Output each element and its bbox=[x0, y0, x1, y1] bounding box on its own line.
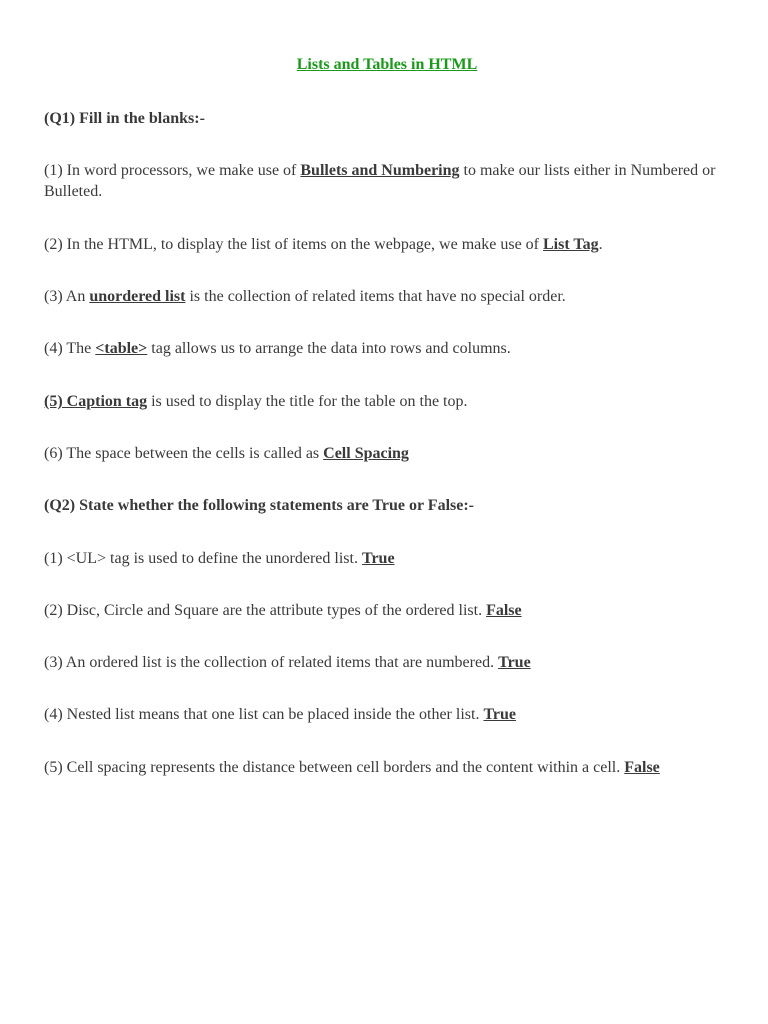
q2-item-1-text: (1) <UL> tag is used to define the unordered list. bbox=[44, 550, 362, 567]
q2-item-3 bbox=[44, 652, 734, 673]
q1-item-2-text: (2) In the HTML, to display the list of items on the webpage, we make use of bbox=[44, 236, 543, 253]
q2-item-2-text: (2) Disc, Circle and Square are the attribute types of the ordered list. bbox=[44, 602, 487, 619]
q2-item-5-text: (5) Cell spacing represents the distance between cell borders and the content within a cell. bbox=[44, 759, 625, 776]
q1-item-3-text-end: is the collection of related items that have no special order. bbox=[185, 288, 566, 305]
q1-item-6 bbox=[44, 443, 734, 464]
page-title: Lists and Tables in HTML bbox=[296, 56, 478, 73]
q1-item-3-text: (3) An bbox=[44, 288, 90, 305]
q1-item-1-text-end: to make our lists either in Numbered or Bulleted. bbox=[44, 162, 716, 200]
q2-item-5-answer: False bbox=[624, 759, 660, 776]
q1-item-3-answer: unordered list bbox=[89, 288, 186, 305]
q2-item-1 bbox=[44, 548, 734, 569]
q1-item-5-answer: (5) Caption tag bbox=[44, 393, 148, 410]
q1-item-1-answer: Bullets and Numbering bbox=[300, 162, 460, 179]
q1-item-4-text: (4) The bbox=[44, 340, 96, 357]
q1-item-6-answer: Cell Spacing bbox=[323, 445, 409, 462]
q1-item-2 bbox=[44, 234, 734, 255]
q1-item-3 bbox=[44, 286, 734, 307]
q1-item-6-text: (6) The space between the cells is called as bbox=[44, 445, 324, 462]
q1-item-1-text: (1) In word processors, we make use of bbox=[44, 162, 301, 179]
q2-item-4-answer: True bbox=[483, 706, 517, 723]
q2-item-2-answer: False bbox=[486, 602, 522, 619]
q1-item-1 bbox=[44, 160, 734, 202]
q2-item-4 bbox=[44, 704, 734, 725]
q2-heading: (Q2) State whether the following statements are True or False:- bbox=[44, 497, 474, 514]
q1-heading: (Q1) Fill in the blanks:- bbox=[44, 110, 205, 127]
q1-item-2-text-end: . bbox=[598, 236, 603, 253]
q2-item-2 bbox=[44, 600, 734, 621]
q1-item-2-answer: List Tag bbox=[543, 236, 599, 253]
q1-item-4-answer: <table> bbox=[95, 340, 148, 357]
q1-item-5-text-end: is used to display the title for the table on the top. bbox=[147, 393, 468, 410]
q2-item-4-text: (4) Nested list means that one list can be placed inside the other list. bbox=[44, 706, 484, 723]
q1-item-5 bbox=[44, 391, 734, 412]
q2-item-3-text: (3) An ordered list is the collection of related items that are numbered. bbox=[44, 654, 499, 671]
q1-item-4-text-end: tag allows us to arrange the data into rows and columns. bbox=[147, 340, 511, 357]
q2-item-1-answer: True bbox=[361, 550, 395, 567]
q1-item-4 bbox=[44, 338, 734, 359]
q2-item-3-answer: True bbox=[498, 654, 531, 671]
q2-item-5 bbox=[44, 757, 734, 778]
